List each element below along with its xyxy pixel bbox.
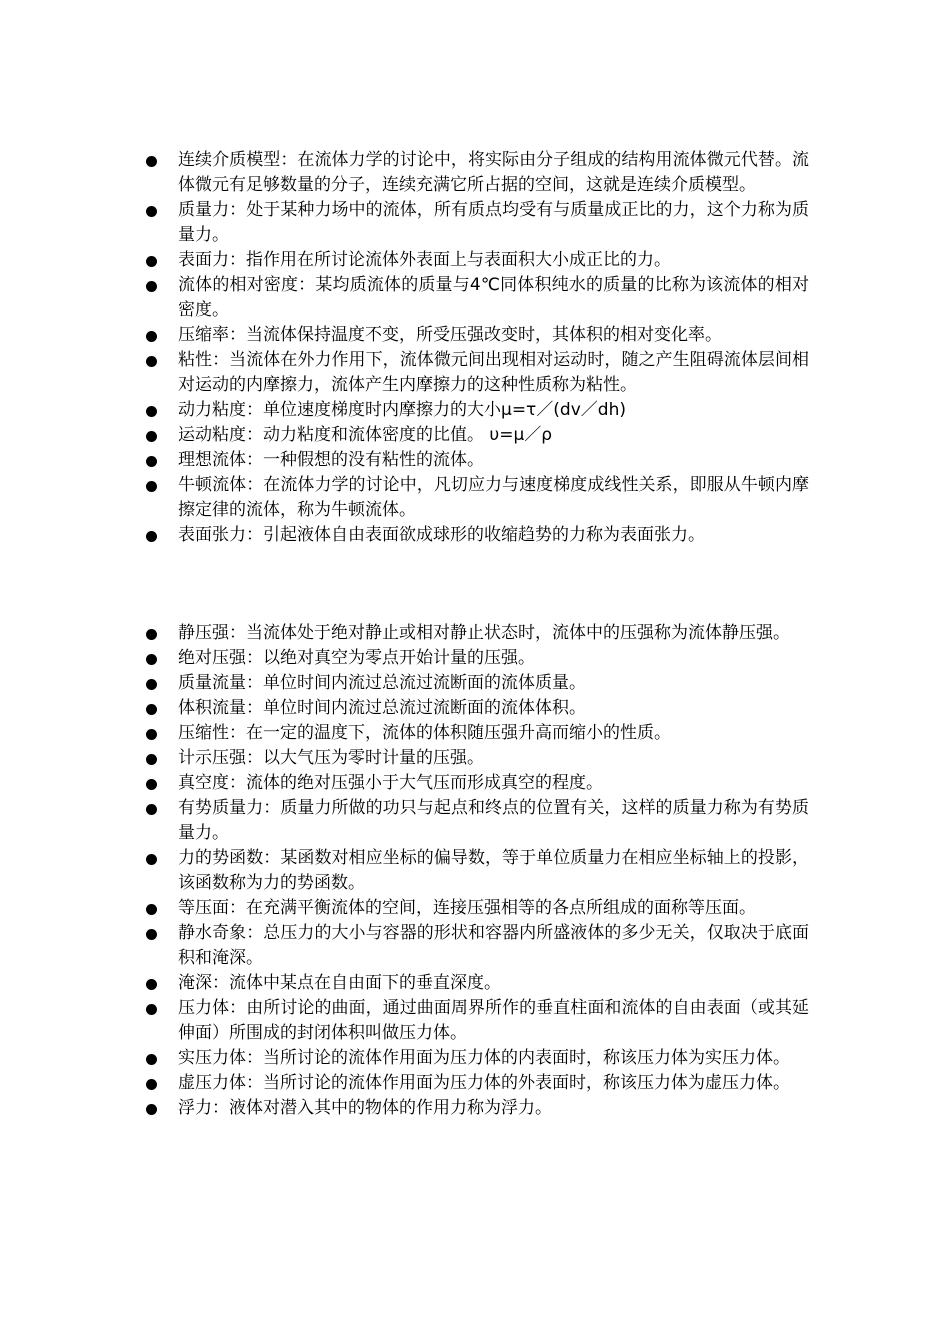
bullet-icon [146, 156, 157, 167]
definition-text: 压缩性：在一定的温度下，流体的体积随压强升高而缩小的性质。 [178, 723, 671, 743]
definition-text: 压力体：由所讨论的曲面，通过曲面周界所作的垂直柱面和流体的自由表面（或其延伸面）所围成的封闭体积叫做压力体。 [178, 998, 809, 1043]
bullet-icon [146, 356, 157, 367]
definition-text: 质量力：处于某种力场中的流体，所有质点均受有与质量成正比的力，这个力称为质量力。 [178, 200, 809, 245]
list-item [144, 896, 809, 921]
definition-text: 真空度：流体的绝对压强小于大气压而形成真空的程度。 [178, 773, 603, 793]
definition-text: 静压强：当流体处于绝对静止或相对静止状态时，流体中的压强称为流体静压强。 [178, 623, 790, 643]
bullet-icon [146, 779, 157, 790]
list-item [144, 523, 809, 548]
definitions-list-fluid-statics [144, 621, 809, 1121]
bullet-icon [146, 904, 157, 915]
definition-text: 力的势函数：某函数对相应坐标的偏导数，等于单位质量力在相应坐标轴上的投影，该函数称为力的势函数。 [178, 848, 809, 893]
list-item [144, 198, 809, 248]
bullet-icon [146, 481, 157, 492]
list-item [144, 671, 809, 696]
list-item [144, 348, 809, 398]
list-item [144, 921, 809, 971]
definition-text: 质量流量：单位时间内流过总流过流断面的流体质量。 [178, 673, 586, 693]
definition-text: 计示压强：以大气压为零时计量的压强。 [178, 748, 484, 768]
list-item [144, 771, 809, 796]
bullet-icon [146, 729, 157, 740]
list-item [144, 646, 809, 671]
list-item [144, 696, 809, 721]
definition-text: 等压面：在充满平衡流体的空间，连接压强相等的各点所组成的面称等压面。 [178, 898, 756, 918]
definition-text: 粘性：当流体在外力作用下，流体微元间出现相对运动时，随之产生阻碍流体层间相对运动的内摩擦力，流体产生内摩擦力的这种性质称为粘性。 [178, 350, 809, 395]
bullet-icon [146, 1004, 157, 1015]
definition-text: 淹深：流体中某点在自由面下的垂直深度。 [178, 973, 501, 993]
list-item [144, 621, 809, 646]
bullet-icon [146, 1104, 157, 1115]
definition-text: 绝对压强：以绝对真空为零点开始计量的压强。 [178, 648, 535, 668]
definition-text: 动力粘度：单位速度梯度时内摩擦力的大小μ=τ／(dv／dh) [178, 400, 626, 420]
list-item [144, 273, 809, 323]
list-item [144, 248, 809, 273]
list-item [144, 796, 809, 846]
bullet-icon [146, 206, 157, 217]
bullet-icon [146, 679, 157, 690]
list-item [144, 448, 809, 473]
definition-text: 理想流体：一种假想的没有粘性的流体。 [178, 450, 484, 470]
definition-text: 静水奇象：总压力的大小与容器的形状和容器内所盛液体的多少无关，仅取决于底面积和淹深。 [178, 923, 809, 968]
bullet-icon [146, 704, 157, 715]
list-item [144, 398, 809, 423]
list-item [144, 846, 809, 896]
definition-text: 流体的相对密度：某均质流体的质量与4℃同体积纯水的质量的比称为该流体的相对密度。 [178, 275, 809, 320]
bullet-icon [146, 929, 157, 940]
definition-text: 运动粘度：动力粘度和流体密度的比值。 υ=μ／ρ [178, 425, 553, 445]
list-item [144, 996, 809, 1046]
list-item [144, 148, 809, 198]
definition-text: 表面张力：引起液体自由表面欲成球形的收缩趋势的力称为表面张力。 [178, 525, 705, 545]
definition-text: 压缩率：当流体保持温度不变，所受压强改变时，其体积的相对变化率。 [178, 325, 722, 345]
list-item [144, 971, 809, 996]
definition-text: 实压力体：当所讨论的流体作用面为压力体的内表面时，称该压力体为实压力体。 [178, 1048, 790, 1068]
definitions-list-fluid-properties [144, 148, 809, 548]
bullet-icon [146, 979, 157, 990]
bullet-icon [146, 854, 157, 865]
list-item [144, 1071, 809, 1096]
bullet-icon [146, 1079, 157, 1090]
list-item [144, 721, 809, 746]
bullet-icon [146, 754, 157, 765]
bullet-icon [146, 256, 157, 267]
list-item [144, 746, 809, 771]
bullet-icon [146, 281, 157, 292]
definition-text: 连续介质模型：在流体力学的讨论中，将实际由分子组成的结构用流体微元代替。流体微元有足够数量的分子，连续充满它所占据的空间，这就是连续介质模型。 [178, 150, 809, 195]
bullet-icon [146, 804, 157, 815]
definition-text: 体积流量：单位时间内流过总流过流断面的流体体积。 [178, 698, 586, 718]
list-item [144, 1046, 809, 1071]
bullet-icon [146, 1054, 157, 1065]
list-item [144, 473, 809, 523]
definition-text: 表面力：指作用在所讨论流体外表面上与表面积大小成正比的力。 [178, 250, 671, 270]
bullet-icon [146, 531, 157, 542]
definition-text: 虚压力体：当所讨论的流体作用面为压力体的外表面时，称该压力体为虚压力体。 [178, 1073, 790, 1093]
definition-text: 有势质量力：质量力所做的功只与起点和终点的位置有关，这样的质量力称为有势质量力。 [178, 798, 809, 843]
bullet-icon [146, 629, 157, 640]
bullet-icon [146, 431, 157, 442]
bullet-icon [146, 456, 157, 467]
definition-text: 浮力：液体对潜入其中的物体的作用力称为浮力。 [178, 1098, 552, 1118]
bullet-icon [146, 406, 157, 417]
list-item [144, 323, 809, 348]
bullet-icon [146, 654, 157, 665]
definition-text: 牛顿流体：在流体力学的讨论中，凡切应力与速度梯度成线性关系，即服从牛顿内摩擦定律的流体，称为牛顿流体。 [178, 475, 809, 520]
list-item [144, 423, 809, 448]
list-item [144, 1096, 809, 1121]
bullet-icon [146, 331, 157, 342]
